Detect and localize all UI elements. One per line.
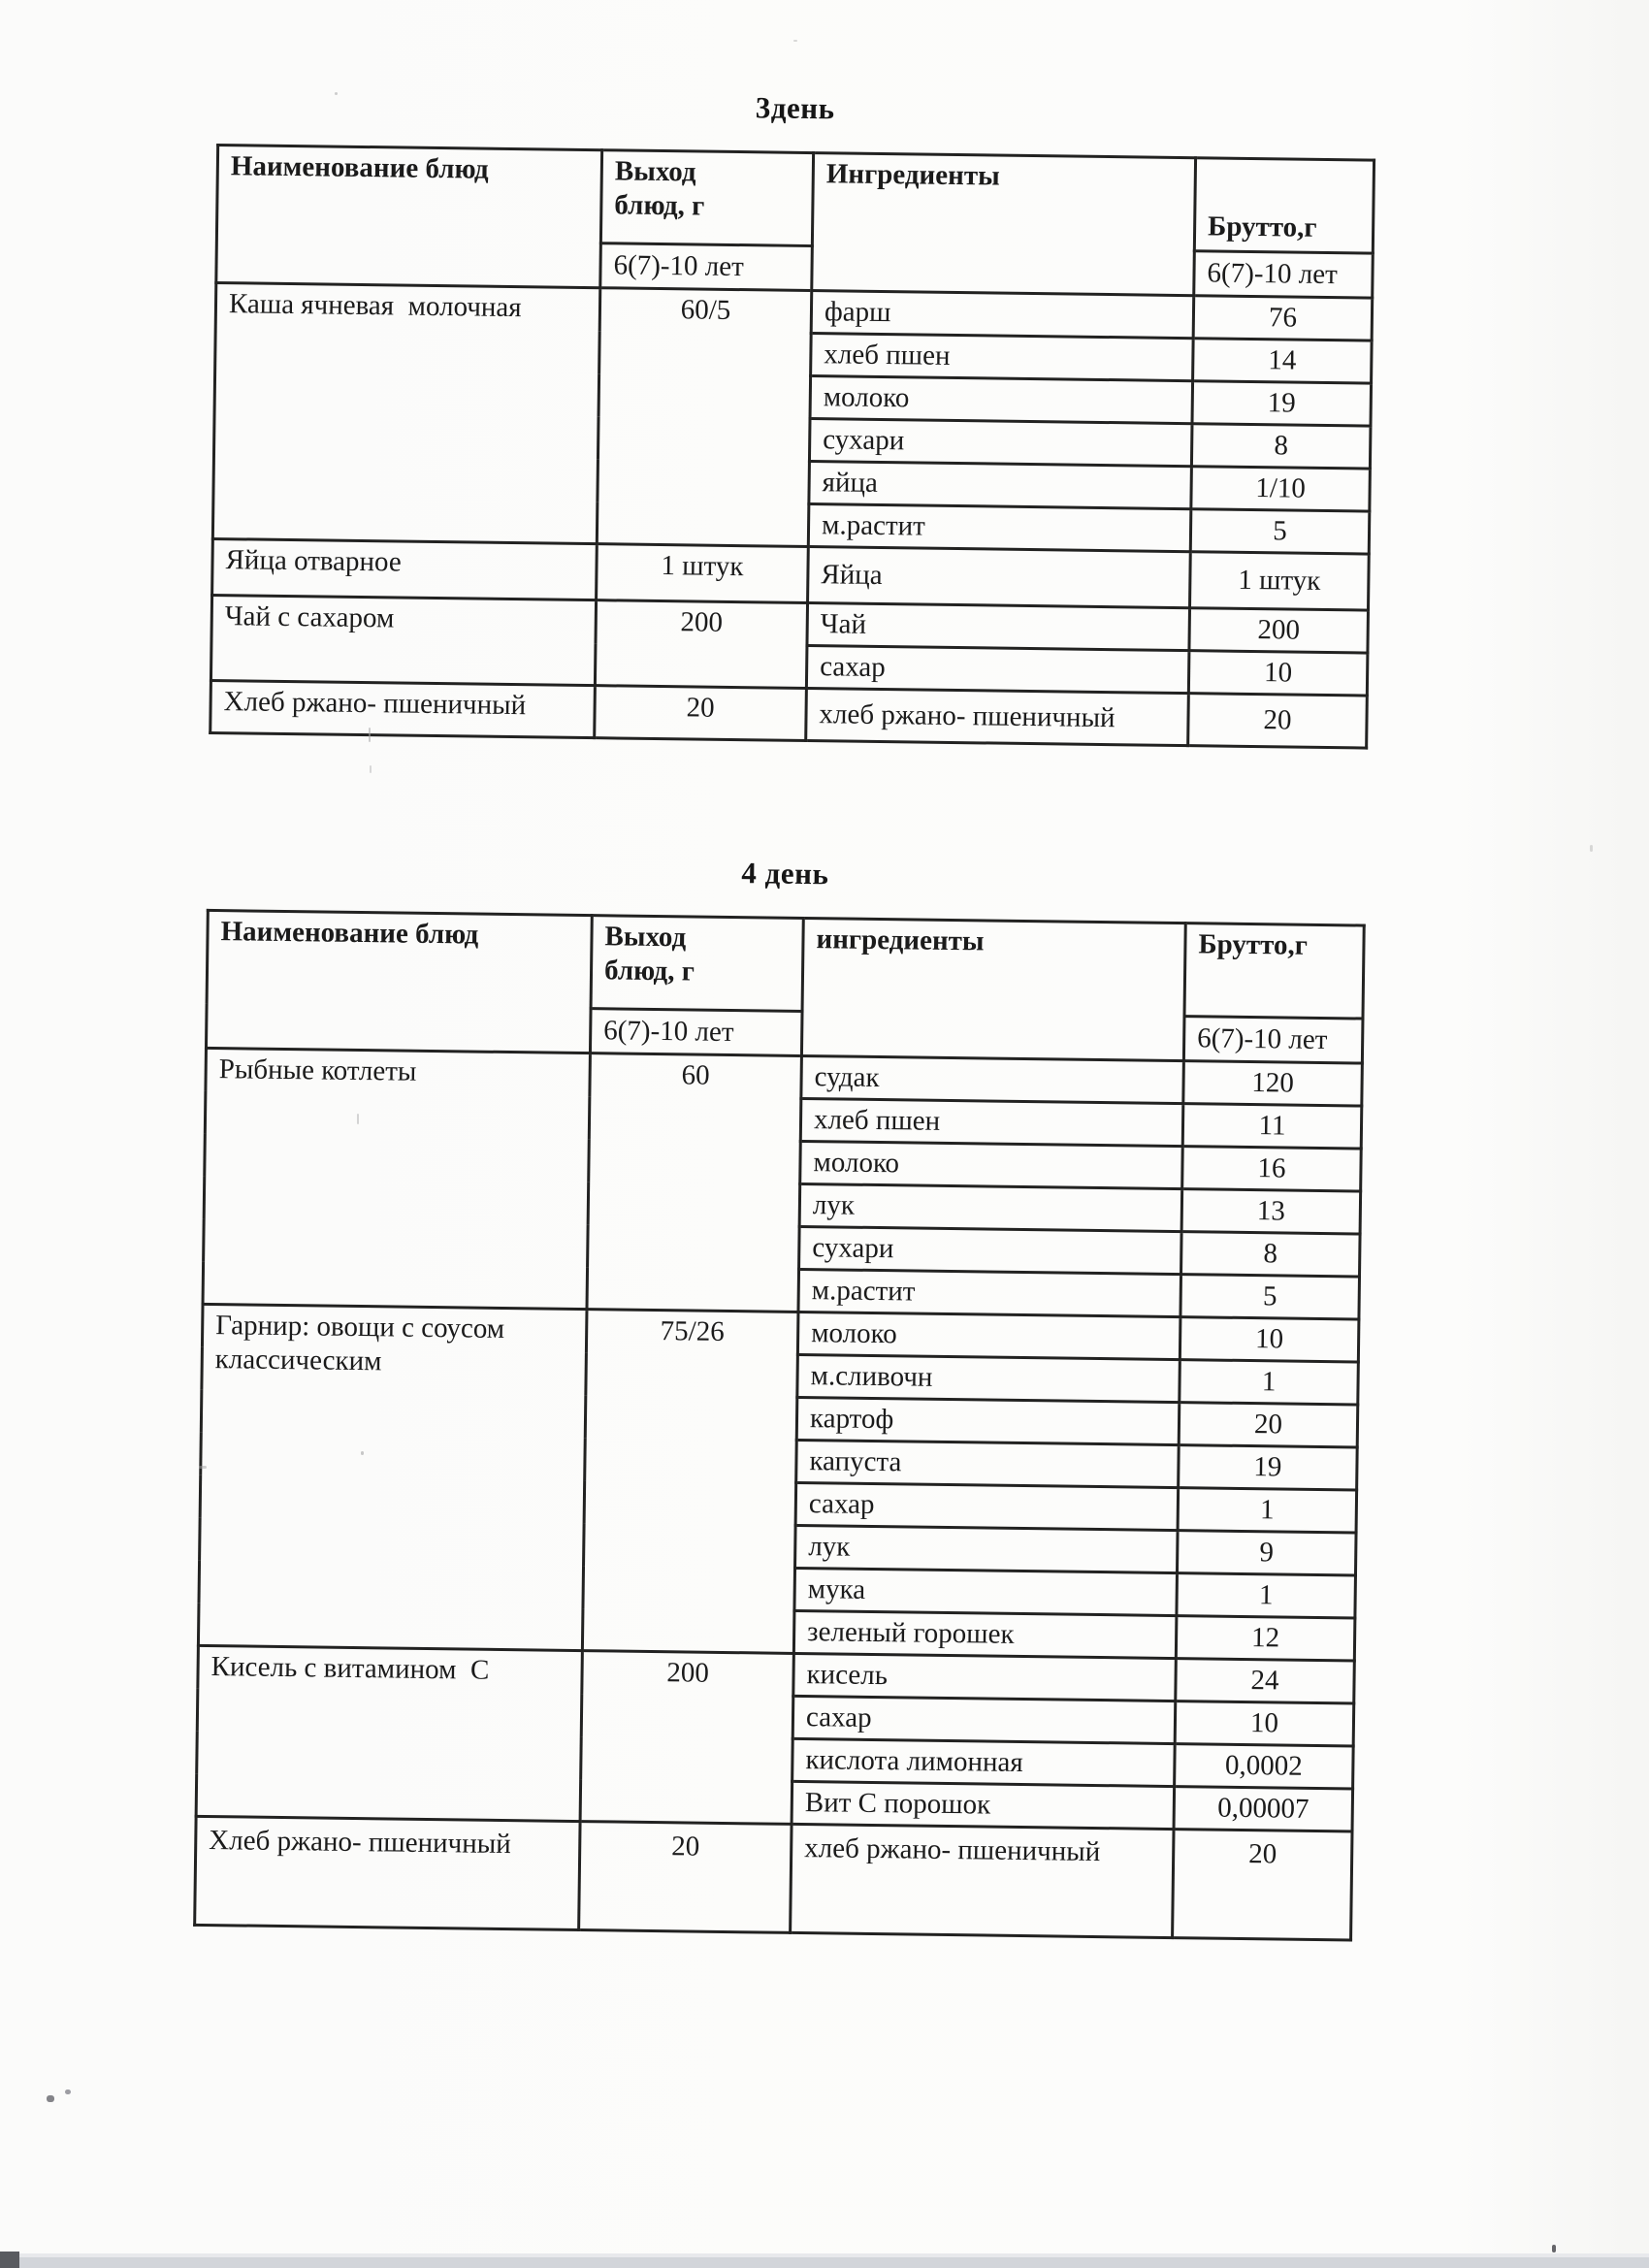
- ingredient-name-cell: кисель: [793, 1653, 1177, 1701]
- gross-value-cell: 1 штук: [1190, 552, 1370, 610]
- ingredient-name-cell: хлеб пшен: [811, 334, 1194, 381]
- gross-value-cell: 19: [1179, 1445, 1358, 1490]
- ingredient-name-cell: молоко: [810, 376, 1193, 424]
- dish-output-cell: 60/5: [597, 288, 811, 547]
- scan-speck: [1552, 2245, 1556, 2252]
- ingredient-name-cell: сухари: [809, 419, 1192, 467]
- dish-output-cell: 75/26: [582, 1310, 798, 1654]
- gross-value-cell: 9: [1177, 1531, 1356, 1575]
- dish-output-cell: 20: [595, 686, 807, 741]
- ingredient-name-cell: лук: [799, 1183, 1182, 1231]
- gross-value-cell: 1/10: [1191, 467, 1371, 511]
- ingredient-name-cell: Яйца: [808, 547, 1191, 608]
- age-group-label: 6(7)-10 лет: [600, 243, 813, 291]
- gross-value-cell: 1: [1178, 1488, 1357, 1533]
- dish-output-cell: 60: [587, 1053, 801, 1312]
- gross-value-cell: 13: [1181, 1189, 1361, 1234]
- dish-output-cell: 200: [595, 600, 807, 689]
- table-header-row: [207, 910, 1364, 1019]
- gross-value-cell: 11: [1182, 1104, 1362, 1149]
- gross-value-cell: 12: [1176, 1616, 1355, 1661]
- menu-table-day-4: [193, 909, 1366, 1942]
- scan-speck: [793, 40, 797, 42]
- gross-value-cell: 200: [1189, 608, 1369, 653]
- column-header-output-label: Выход блюд, г: [603, 921, 695, 988]
- printed-content: [193, 83, 1374, 1941]
- scan-speck: [369, 728, 371, 742]
- gross-value-cell: 8: [1181, 1232, 1361, 1277]
- ingredient-name-cell: лук: [795, 1525, 1179, 1572]
- ingredient-name-cell: кислота лимонная: [792, 1738, 1176, 1786]
- scan-speck: [370, 765, 372, 773]
- gross-value-cell: 24: [1176, 1659, 1355, 1703]
- ingredient-name-cell: м.растит: [798, 1269, 1181, 1316]
- ingredient-name-cell: хлеб ржано- пшеничный: [791, 1824, 1174, 1937]
- gross-value-cell: 16: [1182, 1147, 1362, 1191]
- scan-speck: [361, 1451, 364, 1455]
- ingredient-name-cell: капуста: [796, 1440, 1180, 1487]
- ingredient-name-cell: сахар: [806, 646, 1189, 694]
- dish-name-cell: Каша ячневая молочная: [212, 283, 599, 544]
- age-group-label: 6(7)-10 лет: [1183, 1017, 1363, 1063]
- scan-speck: [357, 1114, 359, 1124]
- table-header-row: [216, 146, 1374, 254]
- dish-output-cell: 1 штук: [597, 544, 809, 603]
- scanner-edge-strip: [0, 2257, 1649, 2268]
- gross-value-cell: 14: [1193, 339, 1373, 383]
- day4-title: 4 день: [741, 856, 829, 891]
- ingredient-name-cell: картоф: [796, 1397, 1180, 1444]
- dish-output-cell: 200: [580, 1651, 793, 1825]
- gross-value-cell: 0,0002: [1175, 1744, 1354, 1789]
- age-group-label: 6(7)-10 лет: [590, 1009, 802, 1056]
- gross-value-cell: 20: [1173, 1830, 1352, 1940]
- day3-title: 3день: [755, 90, 835, 126]
- scan-speck: [47, 2095, 54, 2102]
- dish-output-cell: 20: [579, 1822, 792, 1933]
- scan-speck: [335, 92, 338, 95]
- gross-value-cell: 8: [1191, 424, 1371, 469]
- column-header-output: [600, 150, 813, 246]
- ingredient-name-cell: Вит С порошок: [792, 1781, 1175, 1829]
- column-header-dish: Наименование блюд: [216, 146, 602, 288]
- ingredient-name-cell: хлеб пшен: [800, 1098, 1183, 1146]
- ingredient-name-cell: м.сливочн: [797, 1354, 1180, 1402]
- column-header-output-label: Выход блюд, г: [614, 155, 705, 222]
- gross-value-cell: 10: [1175, 1701, 1354, 1746]
- dish-name-cell: Гарнир: овощи с соусом классическим: [198, 1304, 587, 1650]
- column-header-dish: Наименование блюд: [206, 910, 592, 1053]
- scan-speck: [199, 1466, 207, 1469]
- column-header-gross: Брутто,г: [1194, 158, 1374, 253]
- ingredient-name-cell: м.растит: [808, 504, 1191, 552]
- gross-value-cell: 5: [1190, 509, 1370, 554]
- gross-value-cell: 76: [1193, 296, 1373, 340]
- menu-table-day-3: [209, 144, 1375, 750]
- table-row: [195, 1816, 1352, 1940]
- ingredient-name-cell: хлеб ржано- пшеничный: [806, 689, 1189, 746]
- gross-value-cell: 10: [1188, 651, 1368, 696]
- gross-value-cell: 1: [1177, 1573, 1356, 1618]
- scan-speck: [65, 2090, 71, 2094]
- dish-name-cell: Яйца отварное: [212, 538, 598, 599]
- scan-speck: [1590, 845, 1593, 852]
- ingredient-name-cell: судак: [801, 1055, 1184, 1103]
- scanner-corner-mark: [0, 2252, 19, 2268]
- dish-name-cell: Кисель с витамином С: [196, 1645, 582, 1821]
- column-header-gross: Брутто,г: [1184, 923, 1364, 1019]
- dish-name-cell: Чай с сахаром: [210, 595, 596, 685]
- ingredient-name-cell: сухари: [799, 1226, 1182, 1274]
- ingredient-name-cell: сахар: [792, 1696, 1176, 1743]
- column-header-ingredients: ингредиенты: [801, 918, 1185, 1060]
- gross-value-cell: 120: [1183, 1061, 1363, 1106]
- dish-name-cell: Рыбные котлеты: [203, 1048, 590, 1309]
- ingredient-name-cell: сахар: [795, 1482, 1179, 1530]
- gross-value-cell: 5: [1180, 1275, 1360, 1319]
- ingredient-name-cell: зеленый горошек: [793, 1610, 1177, 1658]
- ingredient-name-cell: фарш: [811, 291, 1194, 339]
- column-header-output: [591, 916, 803, 1012]
- column-header-ingredients: Ингредиенты: [812, 153, 1196, 296]
- gross-value-cell: 10: [1180, 1317, 1359, 1362]
- ingredient-name-cell: молоко: [800, 1141, 1183, 1188]
- ingredient-name-cell: мука: [794, 1568, 1178, 1615]
- gross-value-cell: 0,00007: [1174, 1787, 1353, 1831]
- gross-value-cell: 1: [1180, 1360, 1359, 1405]
- dish-name-cell: Хлеб ржано- пшеничный: [195, 1816, 580, 1929]
- gross-value-cell: 20: [1179, 1403, 1358, 1447]
- age-group-label: 6(7)-10 лет: [1194, 251, 1374, 298]
- ingredient-name-cell: молоко: [797, 1312, 1180, 1359]
- ingredient-name-cell: Чай: [807, 603, 1190, 651]
- gross-value-cell: 19: [1192, 381, 1372, 426]
- gross-value-cell: 20: [1188, 694, 1368, 748]
- ingredient-name-cell: яйца: [809, 462, 1192, 509]
- dish-name-cell: Хлеб ржано- пшеничный: [210, 680, 596, 737]
